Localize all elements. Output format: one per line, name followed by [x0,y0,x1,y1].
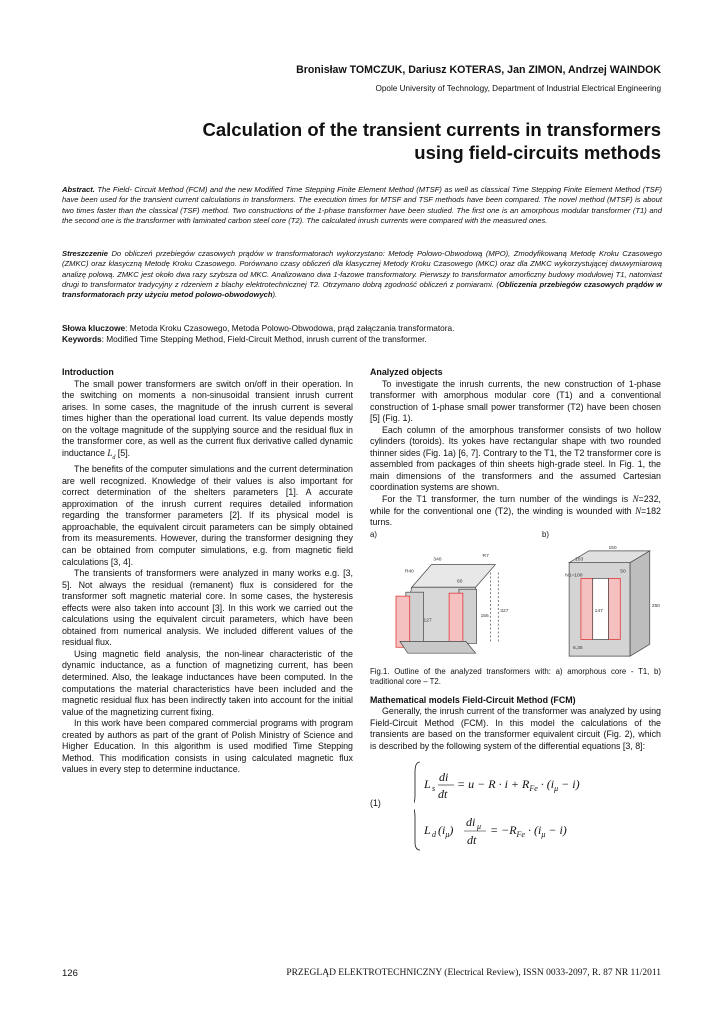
affiliation: Opole University of Technology, Department of Industrial Electrical Engineering [375,84,661,93]
fig-label-a: a) [370,529,377,539]
authors: Bronisław TOMCZUK, Dariusz KOTERAS, Jan ZIMON, Andrzej WAINDOK [296,64,661,76]
fcm-paragraph: Generally, the inrush current of the transformer was analyzed by using Field-Circuit Method (FCM). In this model the calculations of the transients are based on the transformer equivalent circuit (Fig. 2), which is described by the following system of the differential equations [3, 8]: [370,706,661,751]
intro-p1-end: [5]. [115,447,131,458]
streszczenie-text: Do obliczeń przebiegów czasowych prądów w transformatorach wykorzystano: Metodę Polowo-Obwodową (MPO), Zmodyfikowaną Metodę Kroku Czasowego (ZMKC) oraz klasyczną Metodę Kroku Czasowego. Porównano czasy obliczeń dla klasycznej Metody Kroku Czasowego (MKC) oraz dla ZMKC wykorzystującej dwuwymiarową analizę polową. ZMKC jest około dwa razy szybsza od MKC. Analizowano dwa 1-fazowe transformatory. Pierwszy to transformator amorficzny budowy modułowej T1, natomiast drugi to transformator tradycyjny z rdzeniem z blachy elektrotechnicznej T2. Otrzymano dobrą zgodność obliczeń z pomiarami. ( [62,249,662,289]
analyzed-paragraph-1: To investigate the inrush currents, the new construction of 1-phase transformer with amorphous modular core (T1) and a conventional construction of 1-phase small power transformer (T2) have been chosen [5] (Fig. 1). [370,378,661,424]
svg-text:dt: dt [438,787,448,802]
figure-sublabels [370,529,661,541]
a-dim-1: 340 [433,557,442,563]
t2-core-side [630,551,650,656]
keywords-pl-text: : Metoda Kroku Czasowego, Metoda Polowo-Obwodowa, prąd załączania transformatora. [125,323,455,333]
differential-equations [414,758,654,854]
streszczenie-label: Streszczenie [62,249,109,258]
title-line-2: using field-circuits methods [414,142,661,163]
keywords-en-label: Keywords [62,333,102,344]
t1-bottom-yoke [400,641,476,653]
intro-paragraph-3: The transients of transformers were analyzed in many works e.g. [3, 5]. Not always the residual (remanent) flux is considered for the transformer soft magnetic material core. In some cases, the hysteresis effects were also taken into account [3]. In this work we carried out the calculations using the equivalent circuit parameters, which have been obtained from numerical analysis. We included different values of the residual flux. [62,568,353,648]
b-dim-6: 6,35 [573,645,583,651]
page-number: 126 [62,968,78,979]
t1-left-winding [396,596,410,647]
p3-part-c: =182 turns. [370,505,661,528]
eq1-ls: L [424,777,431,792]
p3-part-b: =232, while for the conventional one (T2), the winding is wounded with [370,494,661,516]
eq2-di: di [466,815,476,830]
svg-text:s: s [432,784,436,794]
fig-label-b: b) [542,529,549,539]
a-dim-4: 156 [480,613,489,619]
b-dim-2: 50 [620,569,626,575]
analyzed-objects-heading: Analyzed objects [370,367,443,377]
equation-number: (1) [370,798,381,809]
eq2-ld: L [424,823,431,838]
equation-block [370,758,661,854]
keywords-pl [62,323,662,334]
eq1-di: di [439,770,449,785]
intro-p1-text: The small power transformers are switch on/off in their operation. In the switching on moments a non-sinusoidal transient inrush current arises. In some cases, the magnitude of the inrush current is several times higher than the operational load current. Its value depends mostly on the voltage magnitude of the supplying source and the residual flux in the transformer core, as well as the current flux derivative called dynamic inductance [62,378,353,458]
a-dim-5: 127 [423,618,432,624]
n-symbol: N [632,494,639,505]
svg-text:d: d [432,830,436,840]
title-line-1: Calculation of the transient currents in transformers [202,119,661,140]
intro-paragraph-5: In this work have been compared commercial programs with program created by authors as part of the grant of Polish Ministry of Science and Higher Education. In this algorithm is used modified Time Stepping Method. This modification consists in using calculated magnetic flux values in every step to determine inductance. [62,718,353,775]
b-dim-5: 250 [651,603,660,609]
transformer-a-drawing [396,564,498,653]
a-dim-2: R7 [482,553,489,559]
transformer-b-drawing [569,551,650,656]
introduction-heading: Introduction [62,367,114,377]
a-dim-3: 60 [456,579,463,585]
b-dim-3: N1=100 [565,573,583,579]
right-column [370,367,661,854]
analyzed-paragraph-3 [370,494,661,529]
journal-footer: PRZEGLĄD ELEKTROTECHNICZNY (Electrical Review), ISSN 0033-2097, R. 87 NR 11/2011 [286,968,661,978]
b-dim-0: 150 [608,545,617,551]
keywords-en-text: : Modified Time Stepping Method, Field-Circuit Method, inrush current of the transformer. [101,333,427,344]
keywords-en [62,334,662,345]
b-dim-1: 103 [575,557,584,563]
eq2-rhs: = $-R_{Fe} \cdot (i_\mu - i)$ [490,823,567,840]
streszczenie-bold-title: Obliczenia przebiegów czasowych prądów w transformatorach przy użyciu metod polowo-obwodowych [62,279,662,300]
left-column [62,367,353,776]
keywords-block [62,323,662,344]
streszczenie [62,249,662,300]
abstract-label: Abstract. [62,185,95,194]
svg-text:(iμ): $(i_\mu)$ [438,823,454,840]
ld-symbol: L [107,447,113,458]
streszczenie-tail: ). [272,290,278,300]
intro-paragraph-2: The benefits of the computer simulations and the current determination are well recognized. Knowledge of their values is also important for correct determination of the shelters parameters [1]. A accurate approximation of the inrush current requires detailed information regarding the transformer parameters [2]. If its physical model is approachable, the equivalent circuit parameters can be simply obtained from its measurements. However, during the transformer designing they can be obtained from computer simulations, e.g. from magnetic field calculations [3, 4]. [62,464,353,567]
figure-caption: Fig.1. Outline of the analyzed transformers with: a) amorphous core - T1, b) traditional core – T2. [370,666,661,686]
intro-paragraph-4: Using magnetic field analysis, the non-linear characteristic of the dynamic inductance, as a function of magnetizing current, has been determined. Also, the leakage inductances have been computed. In the computations the material characteristics have been included and the magnetic residual flux has been indirectly taken into account for the initial value of the magnetizing current fixing. [62,648,353,717]
t1-right-winding [449,593,463,644]
abstract-text: The Field- Circuit Method (FCM) and the new Modified Time Stepping Finite Element Method (MTSF) as well as classical Time Stepping Finite Element Method (TSF) have been used for the transient current calculations in transformers. The execution times for MTSF and TSF methods have been compared. The novel method (MTSF) is about two times faster than the classical (TSF) method. Two constructions of the 1-phase transformer have been studied. The first one is an amorphous modular transformer (T1) and the second one is the transformer with laminated carbon steel core (T2). The calculated inrush currents were compared with the measured ones. [62,185,662,225]
b-dim-4: 147 [594,608,603,614]
p3-part-a: For the T1 transformer, the turn number of the windings is [382,494,633,505]
paper-title [0,118,661,164]
brace [414,762,420,850]
t2-right-winding [608,578,620,639]
n-symbol-2: N [635,505,641,516]
a-dim-0: R40 [404,569,414,575]
abstract [62,185,662,226]
eq1-rhs: = $u - R \cdot i + R_{Fe} \cdot (i_\mu - i)$ [457,777,580,794]
t1-top-yoke [412,564,496,587]
a-dim-6: 327 [500,608,509,614]
transformer-figure [370,543,661,663]
intro-paragraph-1 [62,379,353,465]
t2-left-winding [581,578,593,639]
ld-subscript: d [112,454,116,461]
analyzed-paragraph-2: Each column of the amorphous transformer consists of two hollow cylinders (toroids). Its yokes have rectangular shape with two rounded thinner sides (Fig. 1a) [6, 7]. Contrary to the T1, the T2 transformer core is assembled from packages of thin sheets high-grade steel. In Fig. 1, the main dimensions of the transformers and the assumed Cartesian coordination systems are shown. [370,424,661,493]
svg-text:μ: μ [477,822,482,832]
svg-text:dt: dt [467,833,477,848]
keywords-pl-label: Słowa kluczowe [62,323,126,333]
fcm-heading: Mathematical models Field-Circuit Method (FCM) [370,694,576,705]
